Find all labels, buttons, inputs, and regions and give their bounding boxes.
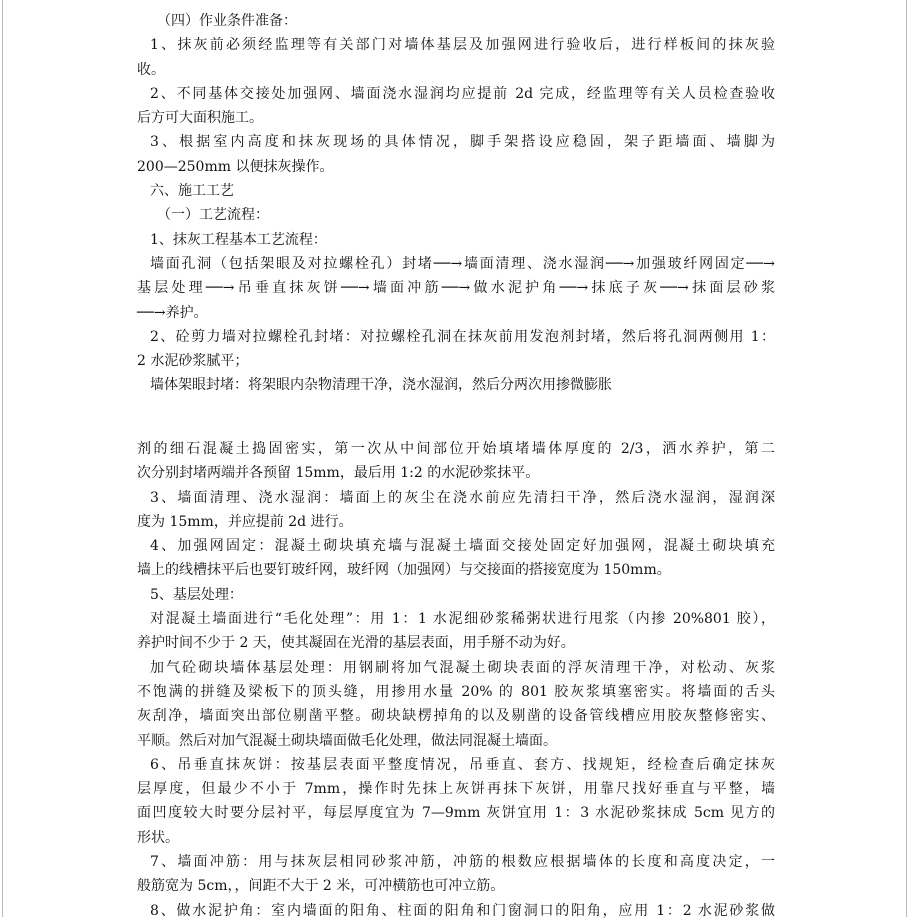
page-border-right (906, 0, 907, 917)
process-flow-line: 墙面孔洞（包括架眼及对拉螺栓孔）封堵──→墙面清理、浇水湿润──→加强玻纤网固定──→ (150, 255, 775, 272)
paragraph-line: 收。 (137, 61, 165, 78)
heading-base-treatment: 5、基层处理： (150, 586, 243, 603)
heading-process-flow: （一）工艺流程： (157, 207, 269, 224)
paragraph-line: 8、做水泥护角：室内墙面的阳角、柱面的阳角和门窗洞口的阳角，应用 1：2 水泥砂浆做 (150, 902, 775, 919)
paragraph-line: 面凹度较大时要分层衬平，每层厚度宜为 7—9mm 灰饼宜用 1：3 水泥砂浆抹成 5cm 见方的 (137, 805, 775, 822)
paragraph-line: 形状。 (137, 829, 179, 846)
paragraph-line: 对混凝土墙面进行“毛化处理”：用 1：1 水泥细砂浆稀粥状进行甩浆（内掺 20%801 胶）， (150, 611, 775, 628)
process-flow-line: 基层处理──→吊垂直抹灰饼──→墙面冲筋──→做水泥护角──→抹底子灰──→抹面层砂浆 (137, 280, 775, 297)
paragraph-line: 度为 15mm，并应提前 2d 进行。 (137, 513, 353, 530)
paragraph-line: 平顺。然后对加气混凝土砌块墙面做毛化处理，做法同混凝土墙面。 (137, 732, 557, 749)
paragraph-line: 6、吊垂直抹灰饼：按基层表面平整度情况，吊垂直、套方、找规矩，经检查后确定抹灰 (150, 756, 775, 773)
paragraph-line: 层厚度，但最少不小于 7mm，操作时先抹上灰饼再抹下灰饼，用靠尺找好垂直与平整，墙 (137, 781, 775, 798)
paragraph-line: 7、墙面冲筋：用与抹灰层相同砂浆冲筋，冲筋的根数应根据墙体的长度和高度决定，一 (150, 854, 775, 871)
paragraph-line: 3、根据室内高度和抹灰现场的具体情况，脚手架搭设应稳固，架子距墙面、墙脚为 (150, 134, 775, 151)
paragraph-line: 后方可大面积施工。 (137, 110, 263, 127)
document-section-bottom (137, 437, 775, 923)
paragraph-line: 灰刮净，墙面突出部位剔凿平整。砌块缺楞掉角的以及剔凿的设备管线槽应用胶灰整修密实、 (137, 708, 775, 725)
paragraph-line: 加气砼砌块墙体基层处理：用钢刷将加气混凝土砌块表面的浮灰清理干净，对松动、灰浆 (150, 659, 775, 676)
paragraph-line: 1、抹灰前必须经监理等有关部门对墙体基层及加强网进行验收后，进行样板间的抹灰验 (150, 37, 775, 54)
document-section-top (137, 9, 775, 398)
paragraph-line: 墙上的线槽抹平后也要钉玻纤网，玻纤网（加强网）与交接面的搭接宽度为 150mm。 (137, 562, 671, 579)
paragraph-line: 4、加强网固定：混凝土砌块填充墙与混凝土墙面交接处固定好加强网，混凝土砌块填充 (150, 538, 775, 555)
paragraph-line: 不饱满的拼缝及梁板下的顶头缝，用掺用水量 20% 的 801 胶灰浆填塞密实。将墙面的舌头 (137, 683, 775, 700)
paragraph-line: 200—250mm 以便抹灰操作。 (137, 158, 334, 175)
heading-construction-process: 六、施工工艺 (150, 183, 234, 200)
paragraph-line: 2、不同基体交接处加强网、墙面浇水湿润均应提前 2d 完成，经监理等有关人员检查验收 (150, 85, 775, 102)
page-border-left (2, 0, 3, 917)
paragraph-line: 3、墙面清理、浇水湿润：墙面上的灰尘在浇水前应先清扫干净，然后浇水湿润，湿润深 (150, 489, 775, 506)
paragraph-line: 墙体架眼封堵：将架眼内杂物清理干净，浇水湿润，然后分两次用掺微膨胀 (150, 377, 612, 394)
paragraph-line: 剂的细石混凝土捣固密实，第一次从中间部位开始填堵墙体厚度的 2/3，洒水养护，第二 (137, 441, 775, 457)
heading-work-conditions: （四）作业条件准备： (157, 13, 297, 29)
paragraph-line: 般筋宽为 5cm，，间距不大于 2 米，可冲横筋也可冲立筋。 (137, 878, 505, 895)
process-flow-line: ──→养护。 (137, 304, 208, 321)
paragraph-line: 次分别封堵两端并各预留 15mm，最后用 1:2 的水泥砂浆抹平。 (137, 465, 540, 482)
paragraph-line: 养护时间不少于 2 天，使其凝固在光滑的基层表面，用手掰不动为好。 (137, 635, 575, 652)
paragraph-line: 2、砼剪力墙对拉螺栓孔封堵：对拉螺栓孔洞在抹灰前用发泡剂封堵，然后将孔洞两侧用 1： (150, 328, 775, 345)
paragraph-line: 2 水泥砂浆腻平； (137, 353, 249, 370)
paragraph-line: 1、抹灰工程基本工艺流程： (150, 231, 327, 248)
